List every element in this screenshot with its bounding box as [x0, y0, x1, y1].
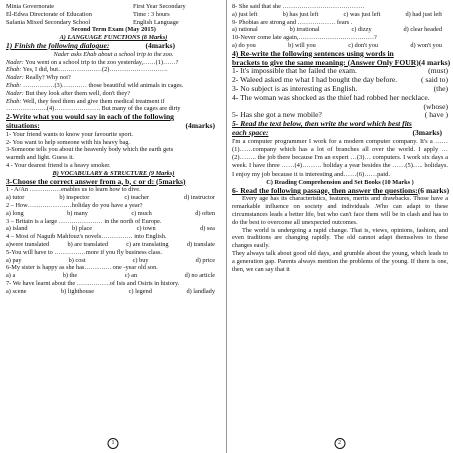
section-c-heading: C) Reading Comprehension and Set Books (10 Marks ): [266, 178, 414, 186]
governorate: Minia Governorate: [6, 3, 55, 10]
passage-paragraph: Every age has its characteristics, features, merits and drawbacks. Those have a remarkable influence on society and individuals .Who can adapt to these circumstances leads a better life, but who can't face them will be in clash and has to do the best to overcome all unexpected outcomes.: [232, 195, 448, 226]
mcq-option: a) just left: [232, 10, 258, 18]
mcq-option: a) rational: [232, 26, 258, 34]
mcq-option: a) scene: [6, 287, 27, 295]
mcq-question: 6-My sister is happy as she has…………. one -year old son.: [6, 264, 158, 272]
heading-text: situations:: [6, 120, 40, 130]
rewrite-keyword: ( said to): [421, 75, 448, 85]
rewrite-keyword: (the): [433, 83, 448, 93]
mcq-option: d) had just left: [405, 10, 442, 18]
heading-text: brackets to give the same meaning: (Answer Only FOUR): [232, 57, 419, 67]
question-5-heading: [232, 120, 448, 138]
reading-passage: [232, 195, 448, 273]
speaker: Ehab:: [6, 97, 22, 105]
dialogue-line: Ehab: ……………(3)………… those beautiful wild animals in cages.: [6, 81, 184, 89]
situation-item: 2- You want to help someone with his heavy bag.: [6, 138, 131, 146]
rewrite-keyword: ( have ): [424, 110, 448, 120]
question-2-heading: [6, 113, 221, 131]
speaker: Ehab:: [6, 81, 22, 89]
heading-text: 2-Write what you would say in each of the following: [6, 113, 174, 122]
school-name: Safania Mixed Secondary School: [6, 18, 91, 26]
heading-marks: (4 marks): [418, 57, 451, 67]
question-4-heading: [232, 49, 451, 68]
multiple-choice-list-continued: [232, 3, 448, 50]
multiple-choice-list: [6, 186, 221, 295]
heading-row: [232, 129, 448, 138]
directorate: El-Edwa Directorate of Education: [6, 10, 92, 18]
mcq-option: d) often: [195, 209, 215, 217]
heading-text: 6- Read the following passage, then answer the questions:: [232, 185, 418, 195]
mcq-option: d) won't you: [410, 41, 442, 49]
speaker: Nader:: [6, 58, 24, 66]
speaker: Nader:: [6, 89, 24, 97]
mcq-option: a) tutor: [6, 194, 25, 202]
mcq-option: d) translate: [186, 240, 215, 248]
rewrite-item: [232, 94, 448, 103]
mcq-option: d) instructor: [184, 194, 215, 202]
mcq-question: 7- We have learnt about the …………….of Isis and Osiris in history.: [6, 279, 180, 287]
dialogue-line: Ehab: Yes, I did, but…………………(2)……………………….: [6, 66, 168, 74]
question-6-heading: [232, 187, 448, 196]
mcq-question: 1 - A/An ……………enables us to learn how to dive.: [6, 186, 141, 194]
rewrite-item: [232, 111, 448, 120]
mcq-question: 9- Phobias are strong and ……………… fears .: [232, 18, 353, 26]
mcq-option: b) will you: [288, 41, 316, 49]
page-number: 1: [108, 438, 119, 449]
mcq-option: d) price: [195, 256, 215, 264]
dialogue-line: Ehab: Well, they feed them and give them medical treatment if: [6, 97, 165, 105]
situation-item: 4 - Your dearest friend is a heavy smoker.: [6, 161, 111, 169]
passage-paragraph: The world is undergoing a rapid change. That is, views, opinions, fashion, and even traditions are changing rapidly. The old cannot adapt themselves to these changes easily.: [232, 226, 448, 250]
mcq-question: 2 – How…………………holiday do you have a year?: [6, 201, 143, 209]
page-one: [2, 2, 224, 451]
rewrite-keyword: (must): [428, 66, 448, 76]
rewrite-sentence: 5- Has she got a new mobile?: [232, 110, 322, 120]
mcq-option: c) dizzy: [351, 26, 372, 34]
mcq-option: b) inspector: [59, 194, 90, 202]
header-row-2: [6, 11, 221, 19]
mcq-question: 10-Never come late again,………………………………?: [232, 34, 377, 42]
mcq-options: [6, 225, 221, 233]
heading-text: 4) Re-write the following sentences using words in: [232, 49, 394, 58]
dialogue: [6, 59, 221, 114]
mcq-option: d) landlady: [186, 287, 215, 295]
mcq-option: d) clear headed: [403, 26, 442, 34]
situation-item: warmth and light. Guess it.: [6, 154, 75, 162]
dialogue-line: Nader: You went on a school trip to the zoo yesterday,……(1)……?: [6, 58, 179, 66]
page-number: 2: [334, 438, 345, 449]
mcq-options: [6, 257, 221, 265]
mcq-option: b) irrational: [289, 26, 320, 34]
mcq-options: [6, 288, 221, 296]
mcq-option: c) buy: [132, 256, 149, 264]
mcq-options: [6, 272, 221, 280]
grade: First Year Secondary: [133, 3, 186, 10]
situations-list: [6, 131, 221, 170]
heading-marks: (4marks): [185, 120, 215, 130]
mcq-options: [6, 241, 221, 249]
speaker: Ehab:: [6, 66, 22, 74]
rewrite-sentence: 1- It's impossible that he failed the exam.: [232, 66, 357, 76]
rewrite-keyword: (whose): [423, 101, 448, 111]
mcq-option: c) teacher: [124, 194, 149, 202]
heading-row: [6, 122, 221, 131]
mcq-option: b) cost: [68, 256, 86, 264]
mcq-question: 4 – Most of Naguib Mahfouz's novels…………… into English.: [6, 233, 167, 241]
mcq-option: a)were translated: [6, 240, 50, 248]
mcq-option: c) legend: [128, 287, 152, 295]
rewrite-sentence: 2- Waleed asked me what I had bought the day before.: [232, 75, 398, 85]
cloze-text: I'm a computer programmer I work for a modern computer company. It's a ……(1)……company which has a lot of branches all over the world. I apply …(2)…….. the job there because I'm an expert …(3)… computers. I work six days a week. I have three ……(4)……… holiday a year besides the ……(5)….. holidays. I enjoy my job because it is interesting and……(6)……paid.: [232, 137, 448, 178]
mcq-option: b) many: [67, 209, 88, 217]
heading-marks: (3marks): [412, 127, 442, 137]
speaker: Nader:: [6, 74, 24, 82]
mcq-option: c) much: [131, 209, 152, 217]
subject: English Language: [133, 18, 179, 26]
question-3-heading: 3-Choose the correct answer from a, b, c or d: (5marks): [6, 177, 186, 186]
exam-title: Second Term Exam (May 2015): [71, 26, 156, 34]
heading-row: [232, 187, 448, 196]
rewrite-sentence: 4- The woman was shocked as the thief had robbed her necklace.: [232, 92, 430, 102]
section-a-heading: A) LANGUAGE FUNCTIONS (8 Marks): [59, 34, 168, 42]
mcq-option: c) an: [124, 272, 138, 280]
mcq-question: 3 – Britain is a large ………………… in the north of Europe.: [6, 217, 162, 225]
dialogue-context: Nader asks Ehab about a school trip to the zoo.: [53, 50, 174, 58]
dialogue-line: Nader: But they look after them well, don't they?: [6, 89, 131, 97]
passage-paragraph: They always talk about good old days, and grumble about the young, which leads to a generation gap. Parents always mention the problems of the young. If there is one, then, we can say that it: [232, 249, 448, 273]
dialogue-line: Nader: Really? Why not?: [6, 74, 71, 82]
dialogue-line: ………………..(4)…………………. But many of the cages are dirty: [6, 105, 181, 113]
mcq-option: c) are translating: [126, 240, 169, 248]
mcq-option: c) town: [136, 225, 156, 233]
heading-marks: (6 marks): [417, 185, 450, 195]
exam-time: Time : 3 hours: [133, 10, 170, 18]
mcq-option: b) are translated: [67, 240, 108, 248]
mcq-option: c) don't you: [348, 41, 379, 49]
mcq-options: [232, 11, 448, 19]
mcq-option: d) sea: [200, 225, 215, 233]
mcq-option: b) the: [62, 272, 78, 280]
mcq-options: [232, 26, 448, 34]
rewrite-list: [232, 67, 448, 120]
mcq-question: 8- She said that she …………………………………: [232, 3, 365, 10]
mcq-option: b) has just left: [282, 10, 319, 18]
mcq-option: a) a: [6, 272, 16, 280]
situation-item: 1- Your friend wants to know your favourite sport.: [6, 130, 133, 138]
mcq-option: d) no article: [184, 272, 215, 280]
section-b-heading: B) VOCABULARY & STRUCTURE (9 Marks): [52, 169, 175, 177]
mcq-option: a) long: [6, 209, 24, 217]
mcq-option: a) do you: [232, 41, 256, 49]
header-row-3: [6, 19, 221, 27]
heading-text: 5- Read the text below, then write the word which best fits: [232, 120, 412, 129]
question-1-title: 1) Finish the following dialogue:: [6, 40, 110, 50]
mcq-options: [6, 194, 221, 202]
rewrite-sentence: 3- No subject is as interesting as English.: [232, 83, 358, 93]
header-row-1: [6, 3, 221, 11]
situation-item: 3-Someone tells you about the heavenly body which the earth gets: [6, 146, 174, 154]
mcq-options: [6, 210, 221, 218]
page-two: [228, 2, 451, 451]
question-1-heading: [6, 42, 221, 51]
mcq-option: b) lighthouse: [61, 287, 95, 295]
mcq-option: b) place: [71, 225, 93, 233]
mcq-option: c) was just left: [343, 10, 381, 18]
mcq-question: 5-You will have to ……………more if you fly business class.: [6, 248, 163, 256]
question-1-marks: (4marks): [145, 40, 175, 50]
mcq-option: a) pay: [6, 256, 22, 264]
mcq-option: a) island: [6, 225, 28, 233]
page-divider: [226, 0, 227, 453]
heading-text: each space:: [232, 127, 269, 137]
mcq-options: [232, 42, 448, 50]
